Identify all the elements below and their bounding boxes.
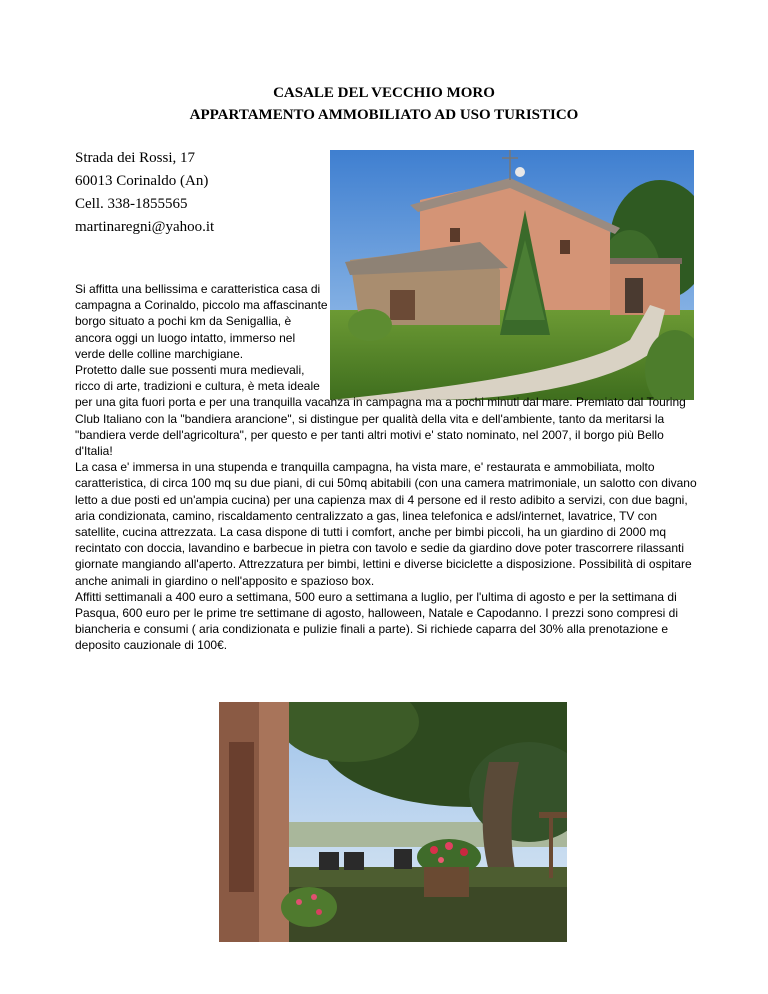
document-title-line2: APPARTAMENTO AMMOBILIATO AD USO TURISTICO [189,107,579,123]
description-paragraph-2: Protetto dalle sue possenti mura medievali, ricco di arte, tradizioni e cultura, è meta ideale per una gita fuori porta e per una tranquilla vacanza in campagna ma a pochi minuti dal mare. Premiato dal Touring Club Italiano con la "bandiera arancione", si distingue per qualità della vita e dell'ambiente, tanto da meritarsi la "bandiera verde dell'agricoltura", per questo e per tanti altri motivi e' stato nominato, nel 2007, il borgo più Bello d'Italia! [75,363,686,459]
description-paragraph-4: Affitti settimanali a 400 euro a settimana, 500 euro a settimana a luglio, per l'ultima di agosto e per la settimana di Pasqua, 600 euro per le prime tre settimane di agosto, halloween, Natale e Capodanno. I prezzi sono compresi di biancheria e consumi ( aria condizionata e pulizie finali a parte). Si richiede caparra del 30% alla prenotazione e deposito cauzionale di 100€. [75,589,679,653]
description-text [75,281,700,654]
contact-city: 60013 Corinaldo (An) [75,173,209,189]
contact-phone: Cell. 338-1855565 [75,196,188,212]
photo-text-wrap-spacer [328,281,700,391]
document-title-line1: CASALE DEL VECCHIO MORO [273,85,495,101]
contact-street: Strada dei Rossi, 17 [75,150,195,166]
description-paragraph-3: La casa e' immersa in una stupenda e tranquilla campagna, ha vista mare, e' restaurata e ammobiliata, molto caratteristica, di circa 100 mq su due piani, di cui 50mq abitabili (con una camera matrimoniale, un salotto con divano letto a due posti ed un'ampia cucina) per una capienza max di 4 persone ed il resto adibito a servizi, con due bagni, aria condizionata, camino, riscaldamento centralizzato a gas, linea telefonica e adsl/internet, lavatrice, TV con satellite, cucina attrezzata. La casa dispone di tutti i comfort, anche per bimbi piccoli, ha un giardino di 2000 mq recintato con doccia, lavandino e barbecue in pietra con tavolo e sedie da giardino dove poter trascorrere rilassanti giornate mangiando all'aperto. Attrezzatura per bimbi, lettini e diverse biciclette a disposizione. Possibilità di ospitare anche animali in giardino o nell'apposito e spazioso box. [75,460,697,588]
garden-photo [219,702,567,942]
description-paragraph-1: Si affitta una bellissima e caratteristica casa di campagna a Corinaldo, piccolo ma affascinante borgo situato a pochi km da Senigallia, è ancora oggi un luogo intatto, immerso nel verde delle colline marchigiane. [75,282,328,361]
contact-email: martinaregni@yahoo.it [75,219,215,235]
